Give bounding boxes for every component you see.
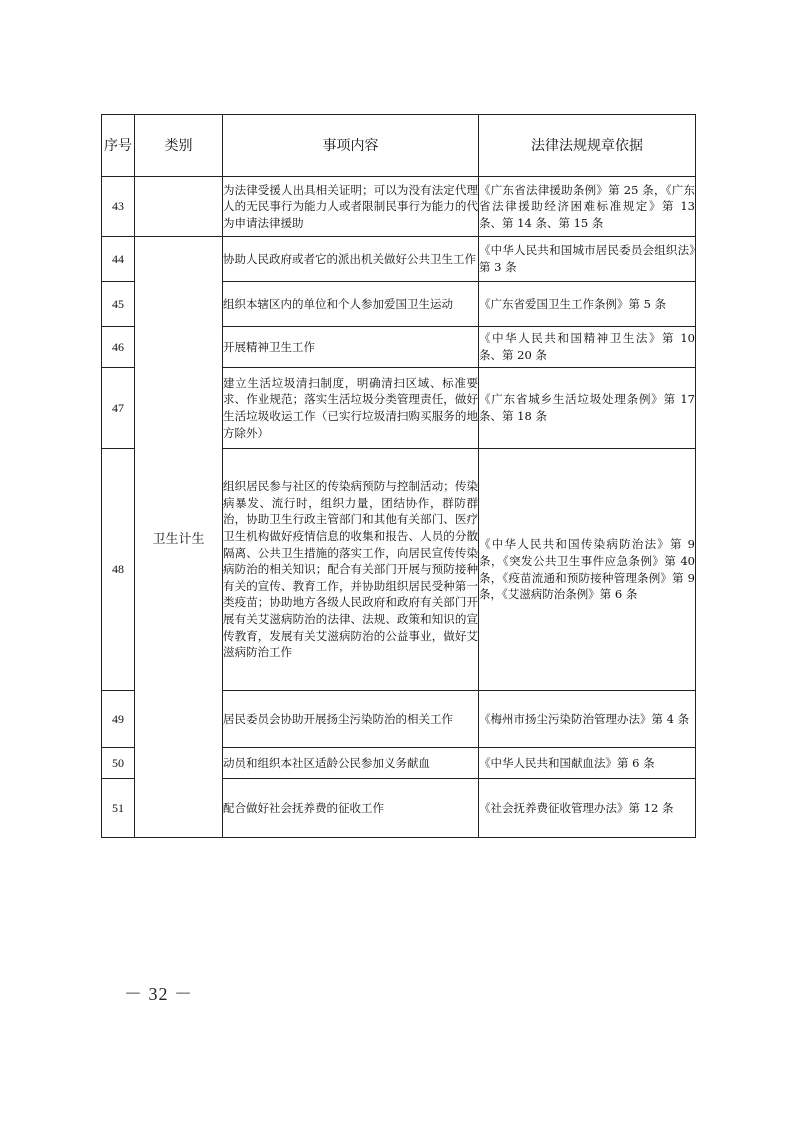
header-category: 类别 [135,115,223,177]
row-number: 51 [102,779,135,838]
row-number: 45 [102,282,135,327]
row-law: 《中华人民共和国献血法》第 6 条 [479,748,696,779]
row-law: 《中华人民共和国城市居民委员会组织法》第 3 条 [479,237,696,282]
header-law: 法律法规规章依据 [479,115,696,177]
row-law: 《社会抚养费征收管理办法》第 12 条 [479,779,696,838]
row-content: 组织本辖区内的单位和个人参加爱国卫生运动 [223,282,479,327]
row-content: 配合做好社会抚养费的征收工作 [223,779,479,838]
row-law: 《广东省法律援助条例》第 25 条，《广东省法律援助经济困难标准规定》第 13 条、第 14 条、第 15 条 [479,177,696,237]
table-row [102,177,696,237]
header-row [102,115,696,177]
row-number: 49 [102,691,135,748]
table-row [102,237,696,282]
row-law: 《中华人民共和国传染病防治法》第 9 条，《突发公共卫生事件应急条例》第 40 条，《疫苗流通和预防接种管理条例》第 9 条，《艾滋病防治条例》第 6 条 [479,449,696,691]
row-number: 46 [102,327,135,368]
row-law: 《广东省城乡生活垃圾处理条例》第 17 条、第 18 条 [479,368,696,449]
page-number: － 32 － [124,984,193,1004]
row-number: 48 [102,449,135,691]
row-number: 43 [102,177,135,237]
row-content: 开展精神卫生工作 [223,327,479,368]
category-cell-empty [135,177,223,237]
row-number: 47 [102,368,135,449]
row-content: 协助人民政府或者它的派出机关做好公共卫生工作 [223,237,479,282]
header-seq: 序号 [102,115,135,177]
row-content: 居民委员会协助开展扬尘污染防治的相关工作 [223,691,479,748]
row-content: 建立生活垃圾清扫制度，明确清扫区域、标准要求、作业规范；落实生活垃圾分类管理责任，做好生活垃圾收运工作（已实行垃圾清扫购买服务的地方除外） [223,368,479,449]
category-cell: 卫生计生 [135,237,223,838]
row-content: 动员和组织本社区适龄公民参加义务献血 [223,748,479,779]
row-law: 《中华人民共和国精神卫生法》第 10 条、第 20 条 [479,327,696,368]
row-number: 44 [102,237,135,282]
row-content: 为法律受援人出具相关证明；可以为没有法定代理人的无民事行为能力人或者限制民事行为能力的代为申请法律援助 [223,177,479,237]
row-number: 50 [102,748,135,779]
row-law: 《梅州市扬尘污染防治管理办法》第 4 条 [479,691,696,748]
header-content: 事项内容 [223,115,479,177]
row-content: 组织居民参与社区的传染病预防与控制活动；传染病暴发、流行时，组织力量，团结协作，群防群治，协助卫生行政主管部门和其他有关部门、医疗卫生机构做好疫情信息的收集和报告、人员的分散隔离、公共卫生措施的落实工作，向居民宣传传染病防治的相关知识；配合有关部门开展与预防接种有关的宣传、教育工作，并协助组织居民受种第一类疫苗；协助地方各级人民政府和政府有关部门开展有关艾滋病防治的法律、法规、政策和知识的宣传教育，发展有关艾滋病防治的公益事业，做好艾滋病防治工作 [223,449,479,691]
items-table [101,114,696,838]
row-law: 《广东省爱国卫生工作条例》第 5 条 [479,282,696,327]
